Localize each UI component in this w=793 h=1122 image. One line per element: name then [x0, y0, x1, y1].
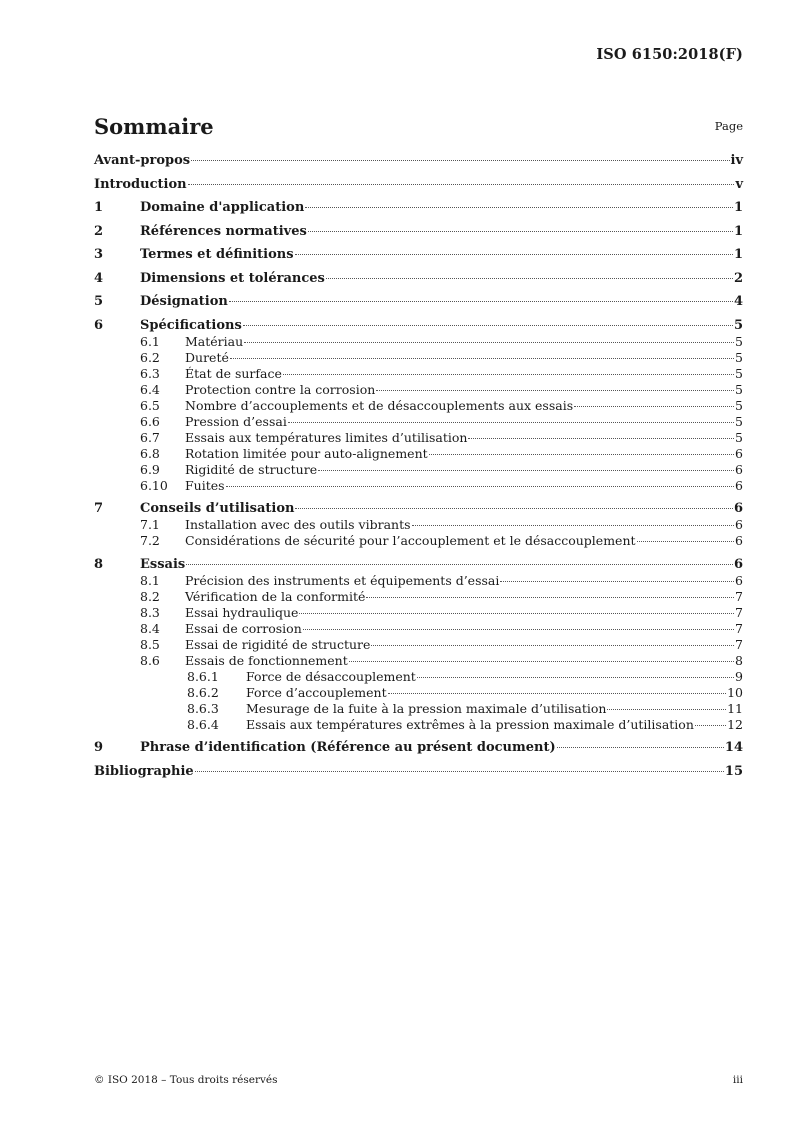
toc-entry[interactable]	[94, 177, 743, 193]
toc-entry-number: 7	[94, 501, 104, 516]
toc-entry[interactable]	[94, 382, 743, 398]
toc-entry-page[interactable]: 6	[735, 533, 743, 548]
toc-entry[interactable]	[94, 334, 743, 350]
toc-entry-number: 9	[94, 740, 104, 755]
toc-entry[interactable]	[94, 366, 743, 382]
toc-entry-number: 8.1	[140, 572, 160, 588]
toc-entry[interactable]	[94, 414, 743, 430]
toc-entry-number: 8.6.2	[187, 684, 219, 700]
toc-entry-title[interactable]: Matériau	[185, 333, 244, 349]
toc-entry-number: 6.8	[140, 445, 160, 461]
toc-entry[interactable]	[94, 653, 743, 669]
toc-dot-leader	[318, 470, 734, 471]
toc-dot-leader	[186, 564, 733, 565]
toc-dot-leader	[308, 231, 733, 232]
toc-entry-title[interactable]: Mesurage de la fuite à la pression maximale d’utilisation	[246, 700, 607, 716]
toc-entry[interactable]	[94, 637, 743, 653]
toc-entry-title[interactable]: Précision des instruments et équipements d’essai	[185, 572, 500, 588]
toc-entry-page[interactable]: 7	[735, 636, 743, 652]
toc-entry-page[interactable]: 6	[735, 461, 743, 477]
toc-entry-page[interactable]: 12	[727, 716, 743, 732]
toc-entry-page[interactable]: 6	[735, 517, 743, 532]
page-title: Sommaire	[94, 114, 214, 139]
toc-entry-title[interactable]: Rigidité de structure	[185, 461, 318, 477]
toc-dot-leader	[303, 629, 734, 630]
toc-entry-page[interactable]: 6	[735, 445, 743, 461]
toc-entry-title[interactable]: Force d’accouplement	[246, 684, 387, 700]
toc-dot-leader	[195, 771, 724, 772]
toc-entry-page[interactable]: 5	[735, 429, 743, 445]
toc-entry-page[interactable]: 7	[735, 620, 743, 636]
toc-entry[interactable]	[94, 621, 743, 637]
toc-entry-title[interactable]: Essai hydraulique	[185, 604, 299, 620]
toc-entry-number: 6.10	[140, 477, 168, 493]
toc-entry[interactable]	[94, 557, 743, 573]
toc-entry-page[interactable]: 11	[727, 700, 743, 716]
toc-entry-page[interactable]: 5	[735, 333, 743, 349]
toc-entry-number: 1	[94, 200, 104, 215]
toc-entry[interactable]	[94, 200, 743, 216]
toc-entry-title[interactable]: Force de désaccouplement	[246, 668, 416, 684]
toc-entry-number: 8.6.3	[187, 700, 219, 716]
toc-entry[interactable]	[94, 318, 743, 334]
toc-entry[interactable]	[94, 764, 743, 780]
toc-entry[interactable]	[94, 717, 743, 733]
toc-entry[interactable]	[94, 669, 743, 685]
page-column-label: Page	[714, 119, 743, 133]
toc-entry-page[interactable]: 1	[733, 223, 743, 239]
toc-entry-number: 5	[94, 294, 104, 309]
toc-entry-title[interactable]: Considérations de sécurité pour l’accouplement et le désaccouplement	[185, 533, 636, 548]
toc-dot-leader	[468, 438, 734, 439]
toc-entry[interactable]	[94, 271, 743, 287]
toc-dot-leader	[305, 207, 733, 208]
toc-entry[interactable]	[94, 224, 743, 240]
toc-dot-leader	[366, 597, 734, 598]
toc-entry-title[interactable]: Nombre d’accouplements et de désaccouplements aux essais	[185, 397, 574, 413]
toc-entry-title[interactable]: Références normatives	[140, 223, 307, 239]
toc-entry-page[interactable]: 9	[735, 668, 743, 684]
toc-entry[interactable]	[94, 533, 743, 549]
toc-entry-page[interactable]: 1	[733, 247, 743, 262]
toc-entry-page[interactable]: 6	[733, 501, 743, 516]
toc-entry-title[interactable]: Avant-propos	[94, 153, 191, 168]
toc-entry[interactable]	[94, 685, 743, 701]
toc-entry-number: 8.2	[140, 588, 160, 604]
toc-entry-page[interactable]: 6	[735, 572, 743, 588]
toc-dot-leader	[695, 725, 726, 726]
toc-dot-leader	[371, 645, 734, 646]
toc-entry-number: 4	[94, 270, 104, 286]
toc-entry-number: 8	[94, 556, 104, 572]
toc-entry-number: 6.2	[140, 349, 160, 365]
toc-entry-number: 7.2	[140, 533, 160, 548]
toc-entry[interactable]	[94, 350, 743, 366]
footer-page-number: iii	[732, 1074, 743, 1086]
toc-entry-number: 6.4	[140, 381, 160, 397]
toc-dot-leader	[429, 454, 734, 455]
toc-entry-page[interactable]: iv	[730, 153, 743, 168]
toc-entry-title[interactable]: Essai de corrosion	[185, 620, 302, 636]
toc-entry[interactable]	[94, 478, 743, 494]
toc-entry-title[interactable]: Termes et définitions	[140, 247, 294, 262]
footer-copyright: © ISO 2018 – Tous droits réservés	[94, 1074, 278, 1086]
toc-entry-page[interactable]: 5	[735, 349, 743, 365]
toc-entry[interactable]	[94, 605, 743, 621]
table-of-contents	[94, 153, 743, 780]
toc-entry-number: 8.5	[140, 636, 160, 652]
toc-dot-leader	[557, 747, 724, 748]
toc-dot-leader	[295, 254, 733, 255]
toc-entry-title[interactable]: Essais aux températures extrêmes à la pression maximale d’utilisation	[246, 716, 694, 732]
toc-entry-page[interactable]: 8	[735, 652, 743, 668]
toc-entry-number: 8.6.4	[187, 716, 219, 732]
toc-entry-title[interactable]: Vérification de la conformité	[185, 588, 366, 604]
toc-dot-leader	[574, 406, 734, 407]
toc-dot-leader	[326, 278, 733, 279]
toc-entry-title[interactable]: Essais de fonctionnement	[185, 652, 348, 668]
toc-entry-title[interactable]: Bibliographie	[94, 763, 194, 779]
toc-entry[interactable]	[94, 446, 743, 462]
toc-entry[interactable]	[94, 573, 743, 589]
toc-entry-page[interactable]: 5	[735, 413, 743, 429]
toc-entry-number: 6.7	[140, 429, 160, 445]
toc-entry[interactable]	[94, 247, 743, 263]
toc-dot-leader	[376, 390, 734, 391]
toc-dot-leader	[230, 358, 734, 359]
toc-dot-leader	[607, 709, 726, 710]
toc-dot-leader	[188, 184, 734, 185]
toc-entry-page[interactable]: 1	[733, 200, 743, 215]
toc-entry-title[interactable]: Domaine d'application	[140, 200, 305, 215]
toc-entry-title[interactable]: Conseils d’utilisation	[140, 501, 295, 516]
toc-entry-number: 7.1	[140, 517, 160, 532]
toc-entry-title[interactable]: Essais aux températures limites d’utilisation	[185, 429, 468, 445]
toc-dot-leader	[412, 525, 734, 526]
toc-entry-title[interactable]: Spécifications	[140, 317, 242, 333]
toc-entry[interactable]	[94, 294, 743, 310]
toc-entry-number: 3	[94, 247, 104, 262]
toc-entry-page[interactable]: 15	[724, 763, 743, 779]
toc-entry[interactable]	[94, 589, 743, 605]
toc-entry[interactable]	[94, 740, 743, 756]
toc-entry-number: 8.6.1	[187, 668, 219, 684]
toc-entry-title[interactable]: Phrase d’identification (Référence au présent document)	[140, 740, 556, 755]
toc-entry-title[interactable]: Désignation	[140, 294, 228, 309]
toc-entry-title[interactable]: Rotation limitée pour auto-alignement	[185, 445, 428, 461]
toc-entry-page[interactable]: 7	[735, 604, 743, 620]
toc-dot-leader	[295, 508, 732, 509]
toc-entry-title[interactable]: Installation avec des outils vibrants	[185, 517, 411, 532]
toc-entry-number: 8.3	[140, 604, 160, 620]
toc-entry-page[interactable]: 6	[733, 556, 743, 572]
toc-entry[interactable]	[94, 398, 743, 414]
toc-dot-leader	[243, 325, 733, 326]
toc-dot-leader	[417, 677, 734, 678]
toc-dot-leader	[244, 342, 734, 343]
toc-dot-leader	[288, 422, 734, 423]
toc-entry-number: 6.5	[140, 397, 160, 413]
toc-dot-leader	[191, 160, 729, 161]
toc-entry-title[interactable]: Pression d’essai	[185, 413, 287, 429]
toc-entry-page[interactable]: 5	[733, 317, 743, 333]
toc-entry-page[interactable]: 10	[727, 684, 743, 700]
toc-entry[interactable]	[94, 701, 743, 717]
toc-entry-number: 6.6	[140, 413, 160, 429]
toc-entry-title[interactable]: Introduction	[94, 176, 187, 192]
toc-entry-title[interactable]: État de surface	[185, 365, 282, 381]
toc-entry-page[interactable]: 5	[735, 381, 743, 397]
toc-entry-title[interactable]: Fuites	[185, 477, 225, 493]
document-id-header: ISO 6150:2018(F)	[596, 46, 743, 63]
toc-dot-leader	[299, 613, 734, 614]
toc-entry-title[interactable]: Essais	[140, 556, 186, 572]
toc-entry-page[interactable]: 7	[735, 588, 743, 604]
toc-entry[interactable]	[94, 501, 743, 517]
toc-entry[interactable]	[94, 153, 743, 169]
toc-entry[interactable]	[94, 430, 743, 446]
toc-entry-title[interactable]: Essai de rigidité de structure	[185, 636, 371, 652]
toc-dot-leader	[349, 661, 734, 662]
toc-entry[interactable]	[94, 462, 743, 478]
toc-entry-number: 2	[94, 223, 104, 239]
toc-entry-title[interactable]: Protection contre la corrosion	[185, 381, 376, 397]
toc-dot-leader	[229, 301, 733, 302]
toc-entry-page[interactable]: v	[735, 176, 743, 192]
toc-entry-number: 6.9	[140, 461, 160, 477]
toc-dot-leader	[283, 374, 734, 375]
toc-entry-number: 6.1	[140, 333, 160, 349]
toc-entry-title[interactable]: Dimensions et tolérances	[140, 270, 325, 286]
toc-dot-leader	[388, 693, 727, 694]
toc-dot-leader	[226, 486, 734, 487]
toc-entry-page[interactable]: 4	[733, 294, 743, 309]
toc-dot-leader	[637, 541, 734, 542]
toc-dot-leader	[500, 581, 734, 582]
toc-entry-number: 6	[94, 317, 104, 333]
toc-entry-number: 8.6	[140, 652, 160, 668]
toc-entry-number: 8.4	[140, 620, 160, 636]
toc-entry-title[interactable]: Dureté	[185, 349, 229, 365]
toc-entry-page[interactable]: 14	[724, 740, 743, 755]
toc-entry-page[interactable]: 5	[735, 365, 743, 381]
toc-entry-page[interactable]: 5	[735, 397, 743, 413]
toc-entry-number: 6.3	[140, 365, 160, 381]
toc-entry-page[interactable]: 6	[735, 477, 743, 493]
toc-entry-page[interactable]: 2	[733, 270, 743, 286]
toc-entry[interactable]	[94, 517, 743, 533]
